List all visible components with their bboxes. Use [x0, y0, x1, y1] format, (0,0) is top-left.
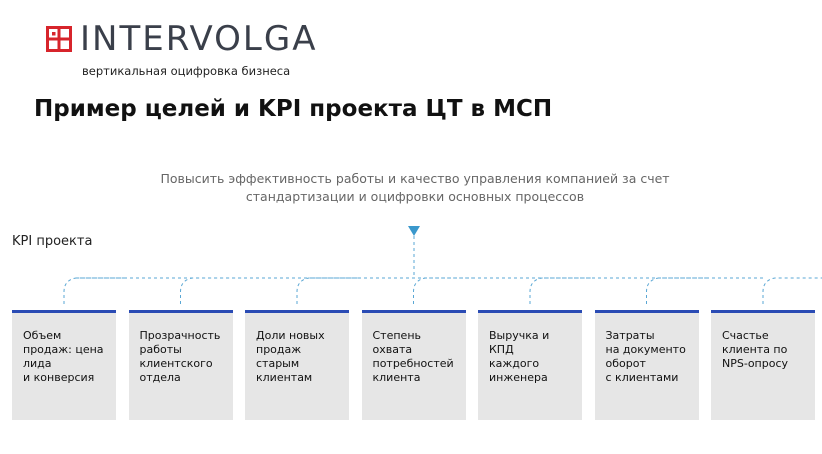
page-title: Пример целей и KPI проекта ЦТ в МСП: [34, 96, 553, 122]
kpi-card: Счастье клиента по NPS-опросу: [711, 310, 815, 420]
kpi-card: Степень охвата потребностей клиента: [362, 310, 466, 420]
goal-text: Повысить эффективность работы и качество управления компанией за счет стандартизации и оцифровки основных процессов: [160, 171, 670, 204]
branch-connector: [297, 278, 359, 304]
branch-connector: [763, 278, 822, 304]
kpi-card: Объем продаж: цена лида и конверсия: [12, 310, 116, 420]
goal-arrow-icon: [408, 226, 420, 236]
branch-connector: [530, 278, 592, 304]
brand-name: INTERVOLGA: [80, 19, 318, 59]
branch-connector: [181, 278, 243, 304]
kpi-card: Затраты на документо оборот с клиентами: [595, 310, 699, 420]
kpi-card: Прозрачность работы клиентского отдела: [129, 310, 233, 420]
branch-connector: [414, 278, 476, 304]
branch-connectors: [64, 278, 822, 304]
kpi-card: Доли новых продаж старым клиентам: [245, 310, 349, 420]
kpi-section-label: KPI проекта: [12, 234, 93, 249]
brand-tagline: вертикальная оцифровка бизнеса: [82, 64, 291, 78]
branch-connector: [647, 278, 709, 304]
kpi-card: Выручка и КПД каждого инженера: [478, 310, 582, 420]
branch-connector: [64, 278, 126, 304]
